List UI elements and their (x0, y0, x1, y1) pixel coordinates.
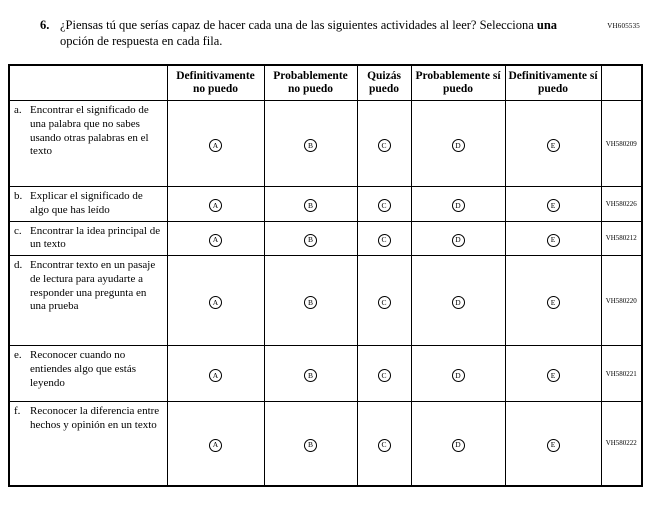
option-cell (505, 402, 601, 486)
row-label (9, 256, 167, 346)
row-letter: e. (14, 349, 22, 361)
page-accession-code: VH605535 (607, 22, 640, 30)
option-cell (411, 187, 505, 222)
option-cell (264, 256, 357, 346)
option-cell (411, 346, 505, 402)
table-row-e (9, 346, 642, 402)
row-text: Reconocer la diferencia entre hechos y opinión en un texto (30, 405, 160, 431)
option-bubble-B[interactable] (304, 369, 317, 382)
option-cell (357, 402, 411, 486)
option-bubble-A[interactable] (209, 234, 222, 247)
bubble-letter: C (381, 370, 387, 380)
option-cell (264, 221, 357, 256)
response-matrix-table (8, 64, 643, 487)
option-bubble-D[interactable] (452, 234, 465, 247)
option-bubble-E[interactable] (547, 234, 560, 247)
row-text: Encontrar la idea principal de un texto (30, 224, 161, 251)
bubble-letter: A (212, 235, 219, 245)
option-bubble-C[interactable] (378, 369, 391, 382)
option-cell (264, 101, 357, 187)
option-bubble-B[interactable] (304, 139, 317, 152)
item-code: VH580222 (601, 402, 642, 486)
question-text (60, 17, 575, 50)
table-row-f (9, 402, 642, 486)
option-bubble-E[interactable] (547, 296, 560, 309)
column-header-quizas: Quizás puedo (357, 65, 411, 101)
item-code: VH580220 (601, 256, 642, 346)
option-bubble-D[interactable] (452, 369, 465, 382)
bubble-letter: A (212, 370, 219, 380)
option-bubble-B[interactable] (304, 234, 317, 247)
row-letter: c. (14, 224, 22, 237)
row-letter: b. (14, 190, 23, 202)
option-bubble-D[interactable] (452, 199, 465, 212)
option-bubble-E[interactable] (547, 369, 560, 382)
option-cell (505, 256, 601, 346)
option-bubble-C[interactable] (378, 199, 391, 212)
option-cell (167, 346, 264, 402)
header-empty-label (9, 65, 167, 101)
option-cell (357, 221, 411, 256)
option-cell (505, 187, 601, 222)
bubble-letter: E (550, 200, 556, 210)
bubble-letter: A (212, 200, 219, 210)
table-row-b (9, 187, 642, 222)
option-bubble-E[interactable] (547, 439, 560, 452)
question-text-after: opción de respuesta en cada fila. (60, 34, 223, 49)
row-letter: a. (14, 104, 22, 116)
option-cell (264, 187, 357, 222)
table-row-d (9, 256, 642, 346)
bubble-letter: B (307, 140, 313, 150)
option-cell (411, 101, 505, 187)
option-bubble-D[interactable] (452, 439, 465, 452)
row-label (9, 101, 167, 187)
option-bubble-A[interactable] (209, 296, 222, 309)
option-bubble-A[interactable] (209, 199, 222, 212)
item-code: VH580209 (601, 101, 642, 187)
bubble-letter: B (307, 297, 313, 307)
bubble-letter: B (307, 235, 313, 245)
option-bubble-B[interactable] (304, 439, 317, 452)
bubble-letter: C (381, 140, 387, 150)
bubble-letter: E (550, 140, 556, 150)
bubble-letter: C (381, 200, 387, 210)
option-bubble-E[interactable] (547, 139, 560, 152)
option-cell (264, 402, 357, 486)
option-cell (357, 256, 411, 346)
row-label (9, 187, 167, 222)
bubble-letter: B (307, 370, 313, 380)
option-cell (167, 221, 264, 256)
option-bubble-B[interactable] (304, 199, 317, 212)
option-bubble-D[interactable] (452, 139, 465, 152)
table-row-a (9, 101, 642, 187)
bubble-letter: A (212, 140, 219, 150)
row-label (9, 402, 167, 486)
option-cell (505, 221, 601, 256)
option-cell (357, 187, 411, 222)
item-code: VH580212 (601, 221, 642, 256)
option-cell (411, 402, 505, 486)
option-bubble-A[interactable] (209, 369, 222, 382)
table-row-c (9, 221, 642, 256)
option-cell (505, 101, 601, 187)
header-row (9, 65, 642, 101)
bubble-letter: A (212, 297, 219, 307)
option-bubble-C[interactable] (378, 296, 391, 309)
option-cell (505, 346, 601, 402)
option-cell (167, 256, 264, 346)
row-text: Reconocer cuando no entiendes algo que estás leyendo (30, 349, 136, 389)
bubble-letter: C (381, 440, 387, 450)
bubble-letter: E (550, 370, 556, 380)
option-cell (411, 256, 505, 346)
bubble-letter: A (212, 440, 219, 450)
option-bubble-E[interactable] (547, 199, 560, 212)
bubble-letter: D (455, 235, 461, 245)
option-bubble-A[interactable] (209, 439, 222, 452)
column-header-probablemente-no: Probablemente no puedo (264, 65, 357, 101)
question-bold-word: una (536, 18, 558, 32)
option-bubble-B[interactable] (304, 296, 317, 309)
bubble-letter: D (455, 140, 461, 150)
bubble-letter: B (307, 200, 313, 210)
bubble-letter: D (455, 200, 461, 210)
column-header-definitivamente-si: Definitivamente sí puedo (505, 65, 601, 101)
bubble-letter: E (550, 440, 556, 450)
row-text: Encontrar el significado de una palabra que no sabes usando otras palabras en el texto (30, 104, 149, 158)
column-header-definitivamente-no: Definitivamente no puedo (167, 65, 264, 101)
bubble-letter: C (381, 235, 387, 245)
option-bubble-C[interactable] (378, 139, 391, 152)
header-empty-code (601, 65, 642, 101)
row-letter: f. (14, 405, 21, 417)
option-bubble-C[interactable] (378, 439, 391, 452)
item-code: VH580226 (601, 187, 642, 222)
option-cell (264, 346, 357, 402)
row-text: Encontrar texto en un pasaje de lectura para ayudarte a responder una pregunta en una prueba (30, 259, 156, 313)
item-code: VH580221 (601, 346, 642, 402)
row-label (9, 221, 167, 256)
question-block (40, 17, 575, 50)
option-cell (167, 402, 264, 486)
row-text: Explicar el significado de algo que has leído (30, 190, 143, 216)
question-number: 6. (40, 18, 50, 32)
option-bubble-D[interactable] (452, 296, 465, 309)
bubble-letter: D (455, 297, 461, 307)
bubble-letter: E (550, 235, 556, 245)
bubble-letter: C (381, 297, 387, 307)
option-cell (167, 187, 264, 222)
option-cell (357, 101, 411, 187)
column-header-probablemente-si: Probablemente sí puedo (411, 65, 505, 101)
option-bubble-A[interactable] (209, 139, 222, 152)
option-cell (411, 221, 505, 256)
row-label (9, 346, 167, 402)
bubble-letter: B (307, 440, 313, 450)
option-cell (167, 101, 264, 187)
bubble-letter: D (455, 370, 461, 380)
option-bubble-C[interactable] (378, 234, 391, 247)
row-letter: d. (14, 259, 23, 271)
option-cell (357, 346, 411, 402)
bubble-letter: E (550, 297, 556, 307)
question-text-before: ¿Piensas tú que serías capaz de hacer cada una de las siguientes actividades al leer? Selecciona (60, 18, 537, 32)
bubble-letter: D (455, 440, 461, 450)
